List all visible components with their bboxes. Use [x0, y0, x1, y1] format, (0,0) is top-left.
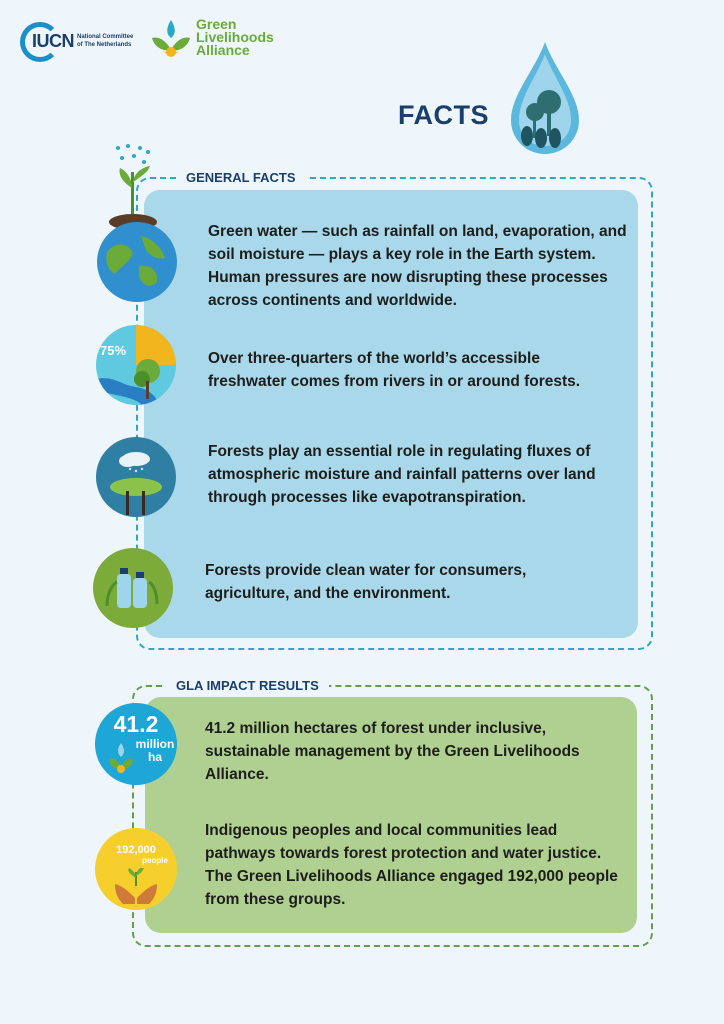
hands-sprout-icon — [113, 868, 159, 904]
gla-leaf-icon — [148, 16, 194, 62]
gla-logo — [148, 16, 288, 62]
hectares-value: 41.2 — [113, 711, 159, 737]
hectares-unit: million ha — [135, 737, 175, 764]
sprout-rain-icon — [108, 142, 158, 230]
general-fact-4: Forests provide clean water for consumers, agriculture, and the environment. — [205, 562, 527, 602]
impact-result-1: 41.2 million hectares of forest under inclusive, sustainable management by the Green Livelihoods Alliance. — [205, 720, 580, 783]
water-drop-forest-icon — [505, 40, 585, 158]
page-title: FACTS — [398, 100, 490, 130]
general-fact-1: Green water — such as rainfall on land, evaporation, and soil moisture — plays a key role in the Earth system. Human pressures are now disrupting these processes across continents and worldwide. — [208, 223, 627, 309]
gla-leaf-small-icon — [107, 741, 135, 777]
hectares-badge — [95, 703, 177, 785]
impact-result-2: Indigenous peoples and local communities lead pathways towards forest protection and water justice. The Green Livelihoods Alliance engaged 192,000 people from these groups. — [205, 822, 618, 908]
iucn-subtitle: National Committee of The Netherlands — [77, 34, 134, 48]
general-fact-2: Over three-quarters of the world’s accessible freshwater comes from rivers in or around forests. — [208, 350, 581, 390]
general-fact-3: Forests play an essential role in regulating fluxes of atmospheric moisture and rainfall patterns over land through processes like evapotranspiration. — [208, 443, 596, 506]
iucn-logo — [20, 20, 132, 64]
people-unit: people — [142, 856, 168, 865]
people-badge — [95, 828, 177, 910]
rain-cloud-tree-icon — [96, 437, 176, 517]
gla-wordmark: Green Livelihoods Alliance — [196, 16, 274, 58]
river-forest-icon — [96, 325, 176, 405]
earth-globe-icon — [97, 222, 177, 302]
people-value: 192,000 — [116, 844, 156, 856]
iucn-mark: IUCN — [32, 31, 74, 51]
water-bottles-icon — [93, 548, 173, 628]
general-facts-label: GENERAL FACTS — [176, 170, 306, 185]
percent-badge: 75% — [100, 343, 127, 358]
impact-results-label: GLA IMPACT RESULTS — [166, 678, 329, 693]
